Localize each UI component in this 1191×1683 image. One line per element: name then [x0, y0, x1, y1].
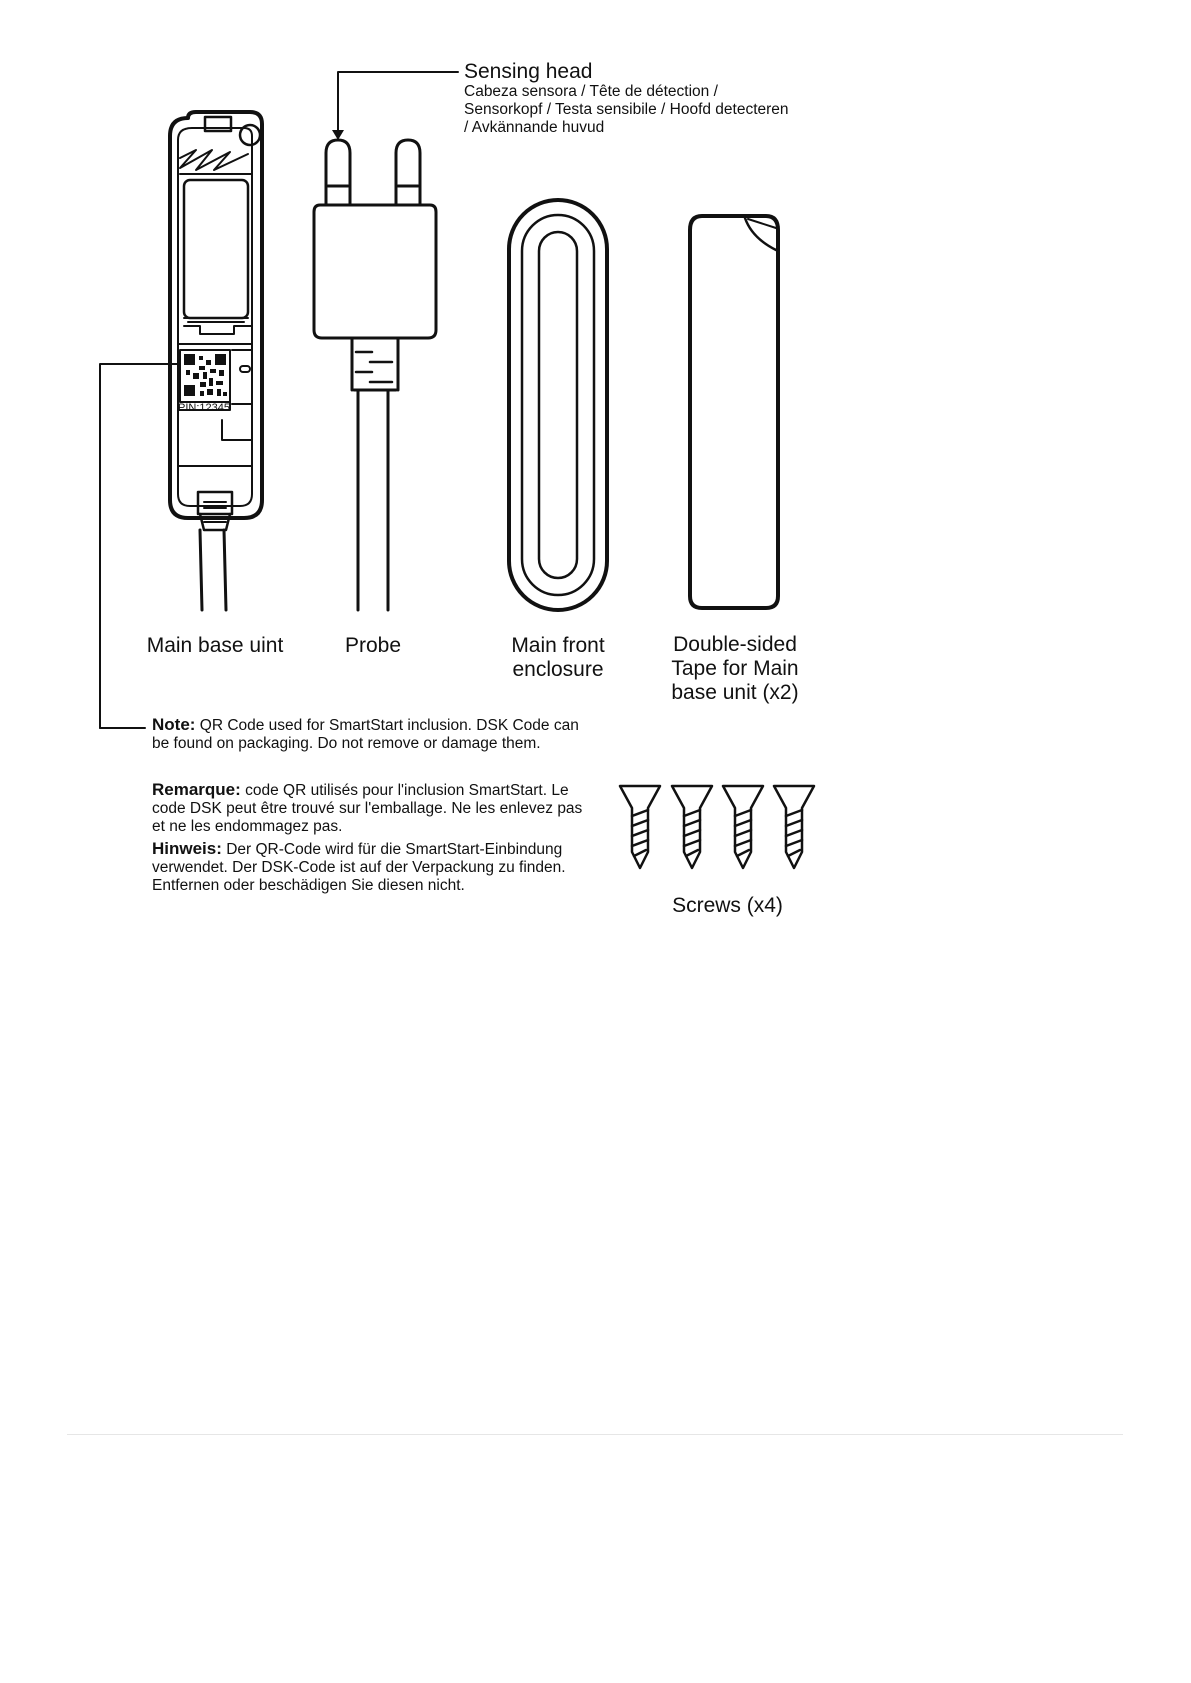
callout-lines [100, 72, 458, 728]
note-de-text: Der QR-Code wird für die SmartStart-Einbindung verwendet. Der DSK-Code ist auf der Verpackung zu finden. Entfernen oder beschädigen Sie diesen nicht. [152, 841, 566, 894]
note-en [152, 716, 597, 753]
probe-label: Probe [344, 634, 402, 657]
main-front-enclosure-drawing [509, 200, 607, 610]
sensing-head-translations: Cabeza sensora / Tête de détection / Sensorkopf / Testa sensibile / Hoofd detecteren / Avkännande huvud [464, 83, 789, 136]
sensing-head-arrowhead [332, 130, 344, 140]
note-de-label: Hinweis: [152, 839, 222, 858]
main-base-unit-label: Main base uint [146, 634, 284, 657]
probe-drawing [314, 140, 436, 610]
note-en-label: Note: [152, 715, 196, 734]
qr-pin-label: PIN:12345 [178, 402, 230, 414]
sensing-head-title: Sensing head [464, 60, 593, 83]
double-sided-tape-label: Double-sided Tape for Main base unit (x2) [671, 633, 799, 704]
main-front-enclosure-label: Main front enclosure [511, 634, 605, 681]
note-de [152, 840, 597, 895]
screws-label: Screws (x4) [672, 894, 783, 917]
double-sided-tape-drawing [690, 216, 778, 608]
main-base-unit-drawing [170, 112, 262, 610]
note-fr-label: Remarque: [152, 780, 241, 799]
note-fr [152, 781, 597, 836]
note-en-text: QR Code used for SmartStart inclusion. DSK Code can be found on packaging. Do not remove or damage them. [152, 717, 579, 752]
note-fr-text: code QR utilisés pour l'inclusion SmartStart. Le code DSK peut être trouvé sur l'emballage. Ne les enlevez pas et ne les endommagez pas. [152, 782, 583, 835]
screws-drawing [620, 786, 814, 868]
footer-divider [67, 1434, 1123, 1435]
